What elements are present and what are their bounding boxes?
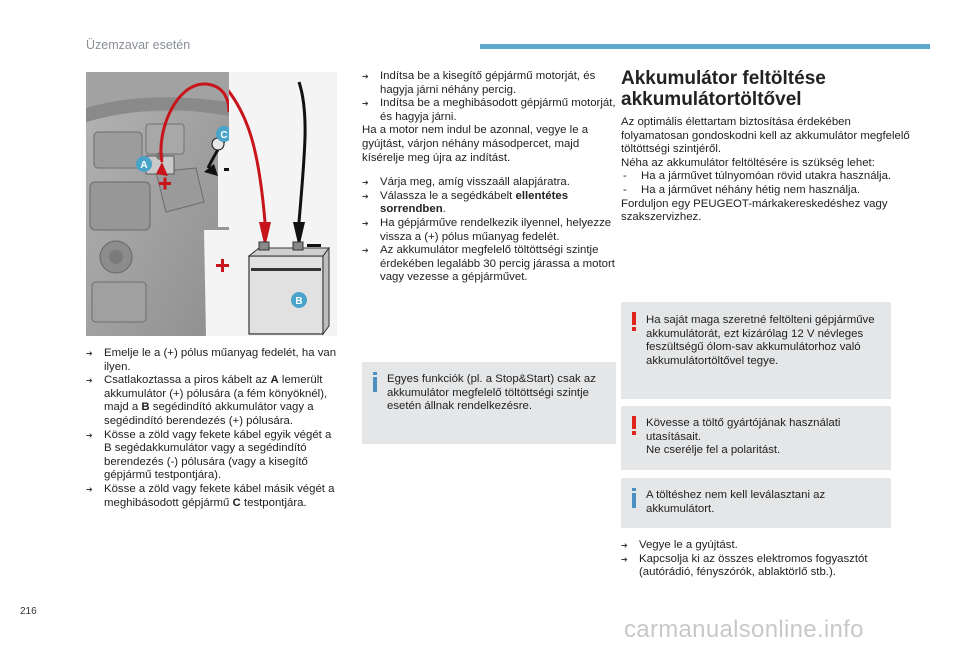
right-column-steps bbox=[621, 539, 913, 580]
label-b: B bbox=[295, 296, 303, 307]
engine-bay-drawing bbox=[86, 72, 229, 336]
step-replace-cover: ➔ Ha gépjárműve rendelkezik ilyennel, helyezze vissza a (+) pólus műanyag fedelét. bbox=[362, 217, 616, 244]
warning-note-instructions bbox=[621, 406, 891, 470]
step-connect-black-1: ➔ Kösse a zöld vagy fekete kábel egyik végét a B segédakkumulátor vagy a segédindító berendezés (-) pólusára (vagy a kisegítő gépjármű testpontjára). bbox=[86, 429, 341, 483]
dash-item-short-trips: - Ha a járművet túlnyomóan rövid utakra használja. bbox=[621, 170, 913, 184]
dealer-paragraph: Forduljon egy PEUGEOT-márkakereskedéshez vagy szakszervizhez. bbox=[621, 197, 888, 224]
info-note-no-disconnect: A töltéshez nem kell leválasztani az akkumulátort. bbox=[621, 478, 891, 528]
right-column-intro bbox=[621, 116, 913, 225]
retry-paragraph: Ha a motor nem indul be azonnal, vegye le a gyújtást, várjon néhány másodpercet, majd kísérelje meg újra az indítást. bbox=[362, 124, 589, 164]
info-icon bbox=[372, 372, 378, 392]
label-c: C bbox=[220, 130, 228, 141]
dash-item-unused: - Ha a járművet néhány hétig nem használja. bbox=[621, 184, 913, 198]
left-column bbox=[86, 347, 341, 510]
header-accent-bar bbox=[480, 44, 930, 49]
step-connect-red: ➔ Csatlakoztassa a piros kábelt az A lemerült akkumulátor (+) pólusára (a fém könyöknél), majd a B segédindító akkumulátor vagy a segédindító berendezés (+) pólusára. bbox=[86, 374, 341, 428]
step-run-engine: ➔ Az akkumulátor megfelelő töltöttségi szintje érdekében legalább 30 percig járassa a motort vagy vezesse a gépjárművet. bbox=[362, 244, 616, 285]
watermark: carmanualsonline.info bbox=[624, 616, 864, 643]
warning-icon bbox=[631, 312, 637, 332]
step-start-faulty: ➔ Indítsa be a meghibásodott gépjármű motorját, és hagyja járni. bbox=[362, 97, 616, 124]
step-wait-idle: ➔ Várja meg, amíg visszaáll alapjáratra. bbox=[362, 176, 616, 190]
battery-b-drawing bbox=[229, 72, 337, 336]
info-note-stop-start: Egyes funkciók (pl. a Stop&Start) csak az akkumulátor megfelelő töltöttségi szintje esetén állnak rendelkezésre. bbox=[362, 362, 616, 444]
middle-column bbox=[362, 70, 616, 285]
step-disconnect: ➔ Válassza le a segédkábelt ellentétes sorrendben. bbox=[362, 190, 616, 217]
section-heading: Akkumulátor feltöltése akkumulátortöltővel bbox=[621, 68, 826, 110]
warning-line-polarity: Ne cserélje fel a polaritást. bbox=[646, 444, 781, 457]
section-title: Üzemzavar esetén bbox=[86, 38, 191, 52]
step-consumers-off: ➔ Kapcsolja ki az összes elektromos fogyasztót (autórádió, fényszórók, ablaktörlő stb.). bbox=[621, 553, 913, 580]
step-remove-cover: ➔ Emelje le a (+) pólus műanyag fedelét, ha van ilyen. bbox=[86, 347, 341, 374]
jump-start-illustration bbox=[86, 72, 229, 336]
warning-icon bbox=[631, 416, 637, 436]
step-ignition-off: ➔ Vegye le a gyújtást. bbox=[621, 539, 913, 553]
page-number: 216 bbox=[20, 606, 37, 617]
info-icon bbox=[631, 488, 637, 508]
label-a: A bbox=[140, 160, 148, 171]
intro-paragraph: Az optimális élettartam biztosítása érdekében folyamatosan gondoskodni kell az akkumulátor megfelelő töltöttségi szintjéről. bbox=[621, 116, 910, 156]
warning-line-instructions: Kövesse a töltő gyártójának használati utasításait. bbox=[646, 417, 841, 443]
charge-needed-paragraph: Néha az akkumulátor feltöltésére is szükség lehet: bbox=[621, 156, 875, 169]
warning-note-charger-type: Ha saját maga szeretné feltölteni gépjárműve akkumulátorát, ezt kizárólag 12 V névleges feszültségű ólom-sav akkumulátorhoz való akkumulátortöltővel tegye. bbox=[621, 302, 891, 399]
step-connect-black-2: ➔ Kösse a zöld vagy fekete kábel másik végét a meghibásodott gépjármű C testpontjára. bbox=[86, 483, 341, 510]
step-start-helper: ➔ Indítsa be a kisegítő gépjármű motorját, és hagyja járni néhány percig. bbox=[362, 70, 616, 97]
